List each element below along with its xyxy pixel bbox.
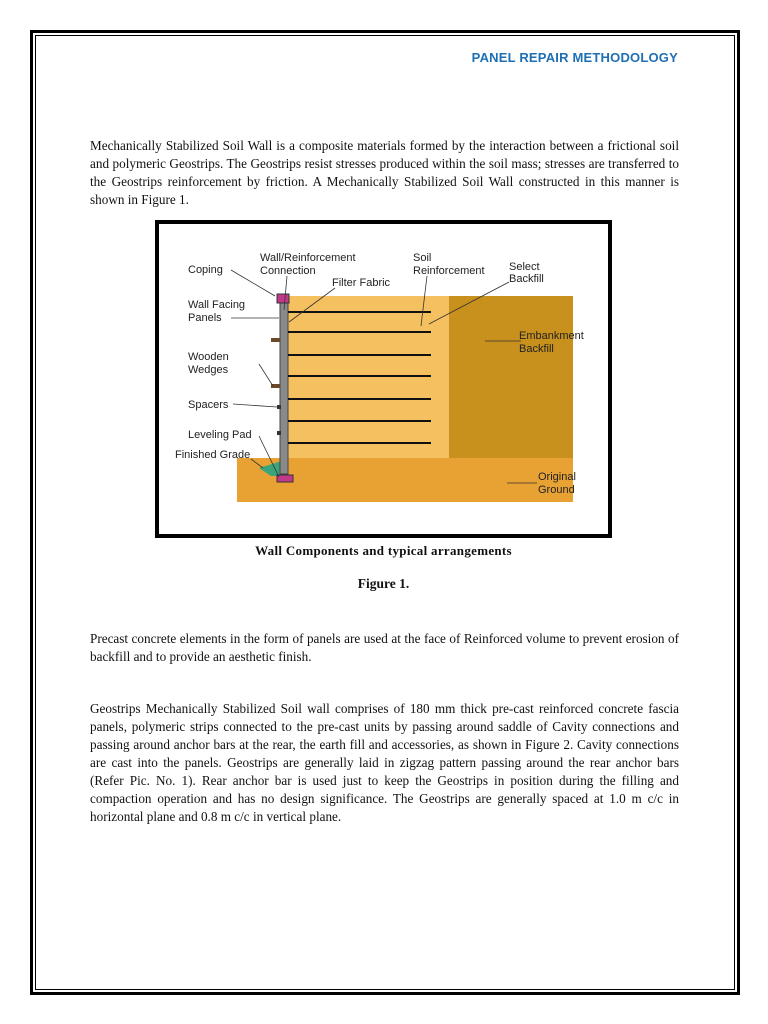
wall-facing-panel — [280, 300, 288, 474]
label-select-backfill-2: Backfill — [509, 273, 544, 285]
wooden-wedges — [271, 338, 280, 388]
figure-label: Figure 1. — [357, 576, 410, 591]
spacer-marker — [277, 405, 281, 409]
embankment-backfill-area — [449, 296, 573, 458]
label-wooden-wedges-1: Wooden — [188, 351, 229, 363]
label-original-ground-1: Original — [538, 471, 576, 483]
label-wall-facing-2: Panels — [188, 312, 222, 324]
coping-block — [277, 294, 289, 303]
page-header-title: PANEL REPAIR METHODOLOGY — [471, 50, 678, 65]
label-spacers: Spacers — [188, 399, 229, 411]
label-select-backfill-1: Select — [509, 261, 540, 273]
label-coping: Coping — [188, 264, 223, 276]
label-leveling-pad: Leveling Pad — [188, 429, 252, 441]
leader-wedges — [259, 364, 273, 386]
precast-paragraph: Precast concrete elements in the form of panels are used at the face of Reinforced volume to prevent erosion of backfill and to provide an aesthetic finish. — [90, 631, 679, 664]
wedge-marker — [271, 338, 280, 342]
leveling-pad — [277, 475, 293, 482]
figure-caption: Wall Components and typical arrangements — [255, 543, 512, 558]
label-finished-grade: Finished Grade — [175, 449, 251, 461]
geostrips-paragraph: Geostrips Mechanically Stabilized Soil wall comprises of 180 mm thick pre-cast reinforced concrete fascia panels, polymeric strips connected to the pre-cast units by passing around saddle of Cavity connections and passing around anchor bars at the rear, the earth fill and accessories, as shown in Figure 2. Cavity connections are cast into the panels. Geostrips are generally laid in zigzag pattern passing around the rear anchor bars (Refer Pic. No. 1). Rear anchor bar is used just to keep the Geostrips in position during the filling and compaction operation and has no design significance. The Geostrips are generally spaced at 1.0 m c/c in horizontal plane and 0.8 m c/c in vertical plane. — [90, 701, 679, 824]
label-wall-connection-2: Connection — [260, 265, 316, 277]
label-filter-fabric: Filter Fabric — [332, 277, 391, 289]
label-wooden-wedges-2: Wedges — [188, 364, 229, 376]
wall-diagram-svg — [159, 224, 608, 534]
label-soil-reinforcement-1: Soil — [413, 252, 432, 264]
leader-spacers — [233, 404, 277, 407]
spacer-marker — [277, 431, 281, 435]
label-soil-reinforcement-2: Reinforcement — [413, 265, 485, 277]
label-wall-connection-1: Wall/Reinforcement — [260, 252, 356, 264]
intro-paragraph: Mechanically Stabilized Soil Wall is a composite materials formed by the interaction between a frictional soil and polymeric Geostrips. The Geostrips resist stresses produced within the soil mass; stresses are transferred to the Geostrips reinforcement by friction. A Mechanically Stabilized Soil Wall constructed in this manner is shown in Figure 1. — [90, 138, 679, 207]
label-embankment-1: Embankment — [519, 330, 584, 342]
label-wall-facing-1: Wall Facing — [188, 299, 246, 311]
label-embankment-2: Backfill — [519, 343, 554, 355]
figure-1-diagram — [155, 220, 612, 538]
label-original-ground-2: Ground — [538, 484, 575, 496]
